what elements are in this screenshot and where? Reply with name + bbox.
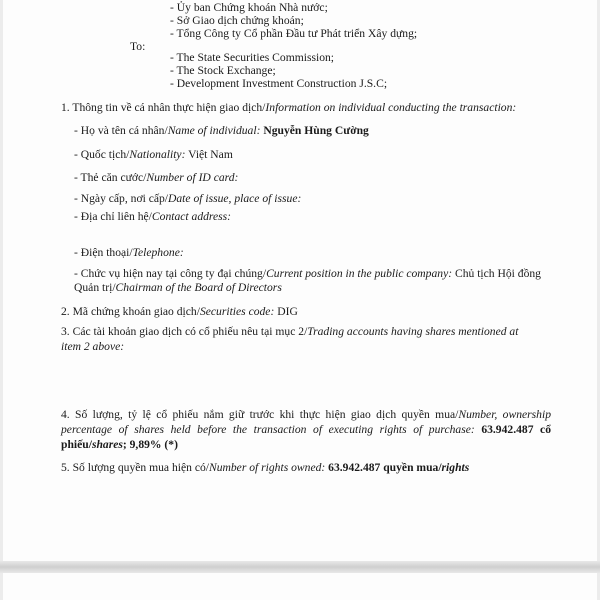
field-nationality: - Quốc tịch/Nationality: Việt Nam (74, 148, 233, 161)
recipient-vi-2: - Sở Giao dịch chứng khoán; (170, 14, 304, 27)
field-issue: - Ngày cấp, nơi cấp/Date of issue, place of issue: (74, 192, 302, 205)
page-separator (0, 561, 600, 573)
recipient-en-3: - Development Investment Construction J.S.C; (170, 77, 388, 90)
field-position-cont: Quản trị/Chairman of the Board of Directors (74, 281, 282, 294)
field-id-card: - Thẻ căn cước/Number of ID card: (74, 171, 239, 184)
section3-cont: item 2 above: (61, 340, 125, 353)
section2: 2. Mã chứng khoán giao dịch/Securities code: DIG (61, 305, 298, 318)
name-value: Nguyễn Hùng Cường (263, 124, 369, 137)
section4: 4. Số lượng, tỷ lệ cổ phiếu nắm giữ trước khi thực hiện giao dịch quyền mua/Number, ownership percentage of shares held before the transaction of executing rights of purchase: 63.942.487 cổ phiếu/shares; 9,89% (*) (61, 408, 551, 451)
section5: 5. Số lượng quyền mua hiện có/Number of rights owned: 63.942.487 quyền mua/rights (61, 461, 470, 474)
field-name: - Họ và tên cá nhân/Name of individual: Nguyễn Hùng Cường (74, 124, 369, 137)
field-telephone: - Điện thoại/Telephone: (74, 246, 184, 259)
to-label: To: (130, 40, 146, 53)
recipient-en-2: - The Stock Exchange; (170, 64, 276, 77)
field-position: - Chức vụ hiện nay tại công ty đại chúng/Current position in the public company: Chủ tịch Hội đồng (74, 267, 541, 280)
page-edge-left (0, 0, 3, 600)
section3: 3. Các tài khoản giao dịch có cổ phiếu nêu tại mục 2/Trading accounts having shares mentioned at (61, 325, 519, 338)
field-address: - Địa chỉ liên hệ/Contact address: (74, 210, 232, 223)
recipient-vi-1: - Ủy ban Chứng khoán Nhà nước; (170, 1, 328, 14)
recipient-vi-3: - Tổng Công ty Cổ phần Đầu tư Phát triển Xây dựng; (170, 27, 418, 40)
section1-heading: 1. Thông tin về cá nhân thực hiện giao dịch/Information on individual conducting the transaction: (61, 101, 517, 114)
recipient-en-1: - The State Securities Commission; (170, 51, 335, 64)
